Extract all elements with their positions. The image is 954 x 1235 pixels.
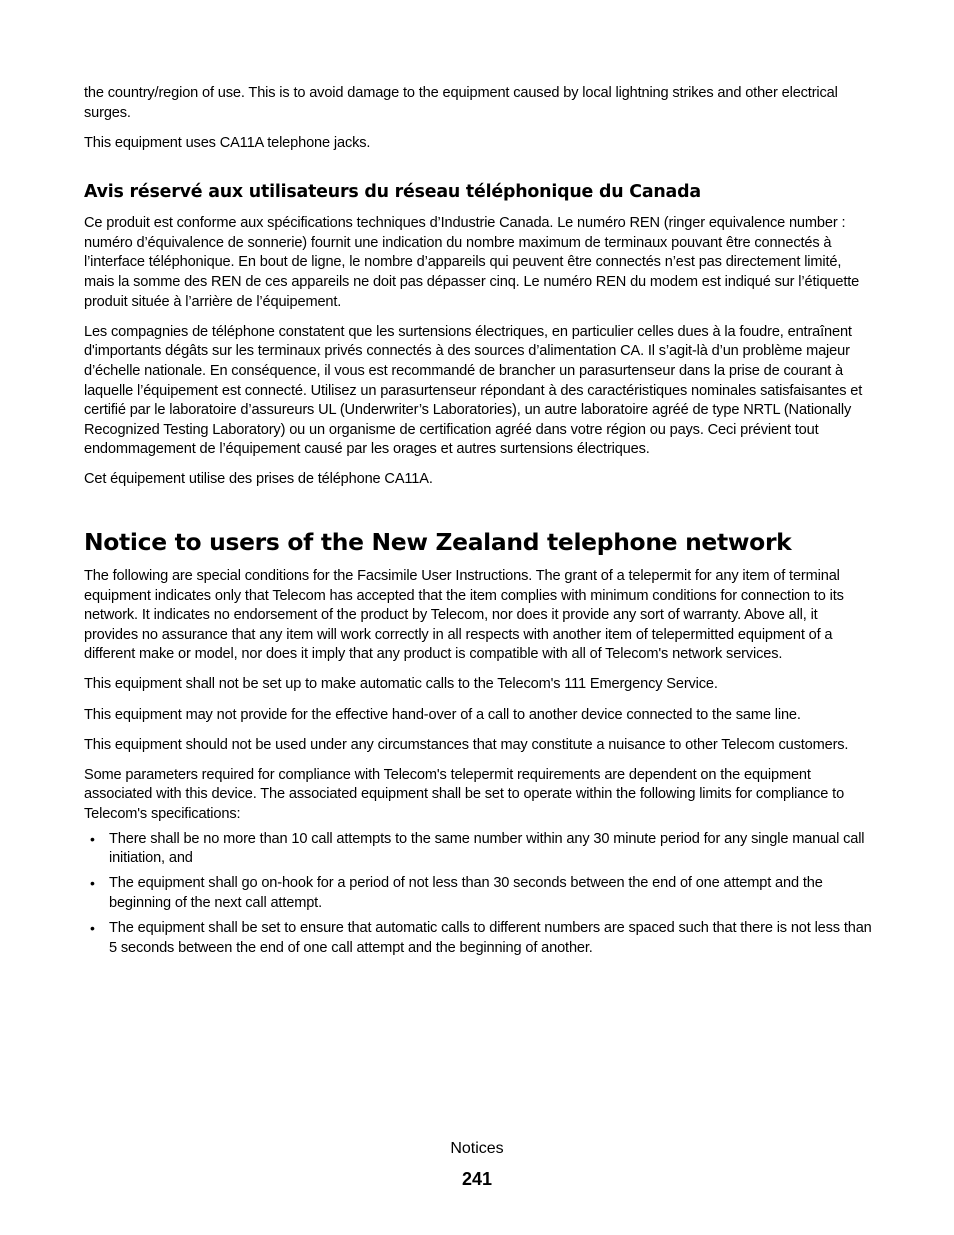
paragraph-intro-1: the country/region of use. This is to avoid damage to the equipment caused by local lightning strikes and other electrical surges.: [84, 85, 838, 121]
nz-paragraph-4: This equipment should not be used under any circumstances that may constitute a nuisance to other Telecom customers.: [84, 736, 849, 753]
footer-page-number: 241: [461, 1169, 493, 1189]
bullet-icon: •: [90, 875, 95, 892]
list-item: [84, 874, 872, 913]
list-item: [84, 919, 872, 958]
list-item: [84, 830, 872, 869]
canada-paragraph-3: Cet équipement utilise des prises de téléphone CA11A.: [84, 471, 433, 488]
nz-paragraph-2: This equipment shall not be set up to make automatic calls to the Telecom's 111 Emergency Service.: [84, 676, 718, 693]
nz-paragraph-1: The following are special conditions for the Facsimile User Instructions. The grant of a telepermit for any item of terminal equipment indicates only that Telecom has accepted that the item complies with minimum conditions for connection to its network. It indicates no endorsement of the product by Telecom, nor does it provide any sort of warranty. Above all, it provides no assurance that any item will work correctly in all respects with another item of telepermitted equipment of a different make or model, nor does it imply that any product is compatible with all of Telecom's network services.: [84, 568, 844, 663]
nz-section-heading: Notice to users of the New Zealand telephone network: [84, 528, 792, 556]
list-item-text: The equipment shall go on-hook for a period of not less than 30 seconds between the end of one attempt and the beginning of the next call attempt.: [109, 875, 823, 911]
paragraph-intro-2: This equipment uses CA11A telephone jacks.: [84, 134, 371, 151]
nz-paragraph-3: This equipment may not provide for the effective hand-over of a call to another device connected to the same line.: [84, 706, 801, 723]
nz-paragraph-5: Some parameters required for compliance with Telecom's telepermit requirements are dependent on the equipment associated with this device. The associated equipment shall be set to operate within the following limits for compliance to Telecom's specifications:: [84, 766, 845, 822]
document-page: [84, 84, 872, 964]
canada-paragraph-2: Les compagnies de téléphone constatent que les surtensions électriques, en particulier celles dues à la foudre, entraînent d'importants dégâts sur les terminaux privés connectés à des sources d’alimentation CA. Il s’agit-là d’un problème majeur d’échelle nationale. En conséquence, il vous est recommandé de brancher un parasurtenseur dans la prise de courant à laquelle l’équipement est connecté. Utilisez un parasurtenseur répondant à des caractéristiques nominales satisfaisantes et certifié par le laboratoire d’assureurs UL (Underwriter’s Laboratories), un autre laboratoire agréé de type NRTL (Nationally Recognized Testing Laboratory) ou un organisme de certification agréé dans votre région ou pays. Ceci prévient tout endommagement de l’équipement causé par les orages et autres surtensions électriques.: [84, 323, 863, 458]
list-item-text: There shall be no more than 10 call attempts to the same number within any 30 minute period for any single manual call initiation, and: [109, 830, 865, 867]
canada-paragraph-1: Ce produit est conforme aux spécifications techniques d’Industrie Canada. Le numéro REN (ringer equivalence number : numéro d’équivalence de sonnerie) fournit une indication du nombre maximum de terminaux pouvant être connectés à l’interface téléphonique. En bout de ligne, le nombre d’appareils qui peuvent être connectés n’est pas directement limité, mais la somme des REN de ces appareils ne doit pas dépasser cinq. Le numéro REN du modem est indiqué sur l’étiquette produit située à l’arrière de l’équipement.: [84, 215, 860, 310]
bullet-icon: •: [90, 830, 95, 847]
canada-section-heading: Avis réservé aux utilisateurs du réseau téléphonique du Canada: [84, 182, 701, 203]
bullet-icon: •: [90, 919, 95, 936]
list-item-text: The equipment shall be set to ensure that automatic calls to different numbers are spaced such that there is not less than 5 seconds between the end of one call attempt and the beginning of another.: [109, 919, 872, 956]
footer-section-name: Notices: [450, 1140, 504, 1157]
nz-requirements-list: [84, 830, 872, 959]
